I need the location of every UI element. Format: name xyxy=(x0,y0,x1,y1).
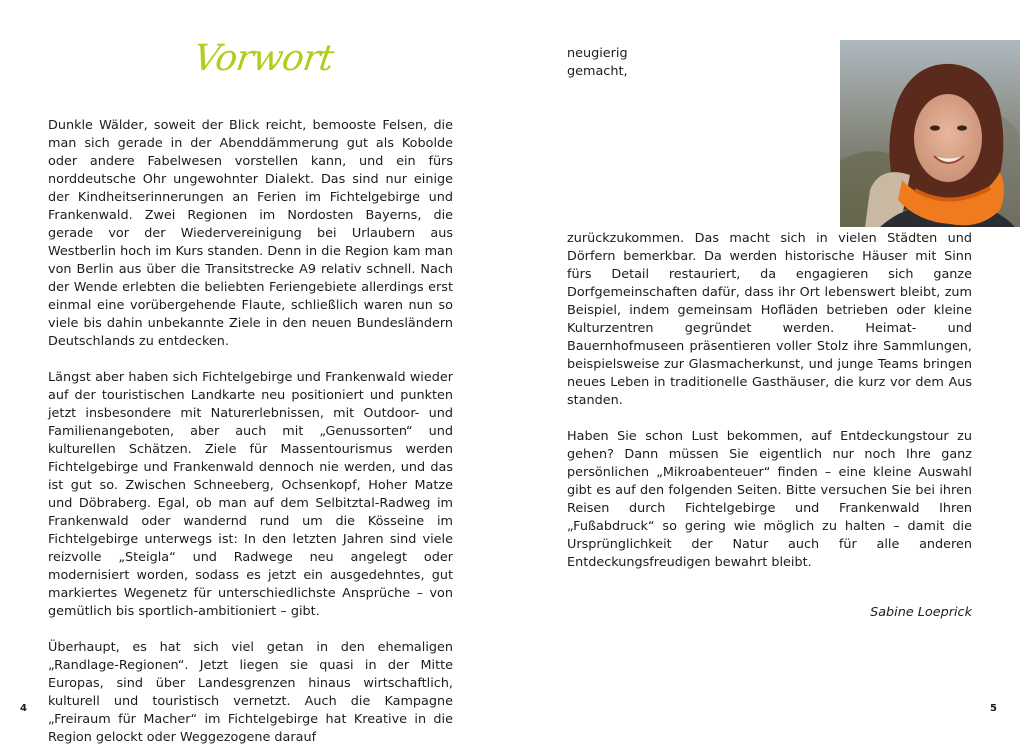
paragraph: Längst aber haben sich Fichtelgebirge und Frankenwald wieder auf der touristischen Landkarte neu positioniert und punkten jetzt insbesondere mit Naturerlebnissen, mit Outdoor- und Familienangeboten, aber auch mit „Genussorten“ und kulturellen Schätzen. Ziele für Massentourismus werden Fichtelgebirge und Frankenwald dennoch nie werden, und das ist gut so. Zwischen Schneeberg, Ochsenkopf, Hoher Matze und Döbraberg. Egal, ob man auf dem Selbitztal-Radweg im Frankenwald oder wandernd rund um die Kösseine im Fichtelgebirge unterwegs ist: In den letzten Jahren sind viele reizvolle „Steigla“ und Radwege neu angelegt oder modernisiert worden, sodass es jetzt ein ausgedehntes, gut markiertes Wegenetz für unterschiedlichste Ansprüche – von gemütlich bis sportlich-ambitioniert – gibt. xyxy=(48,370,453,619)
body-text-left xyxy=(48,117,453,747)
author-signature: Sabine Loeprick xyxy=(870,605,972,620)
page-title: Vorwort xyxy=(191,38,336,79)
left-page xyxy=(0,0,510,745)
paragraph: Dunkle Wälder, soweit der Blick reicht, bemooste Felsen, die man sich gerade in der Abenddämmerung gut als Kobolde oder andere Fabelwesen vorstellen kann, und ein fürs norddeutsche Ohr ungewohnter Dialekt. Das sind nur einige der Kindheitserinnerungen an Ferien im Fichtelgebirge und Frankenwald. Zwei Regionen im Nordosten Bayerns, die gerade vor der Wiedervereinigung bei Urlaubern aus Westberlin hoch im Kurs standen. Denn in die Region kam man von Berlin aus über die Transitstrecke A9 relativ schnell. Nach der Wende erlebten die beliebten Feriengebiete allerdings erst einmal eine vorübergehende Flaute, schließlich waren nun so viele bis dahin unbekannte Ziele in den neuen Bundesländern Deutschlands zu entdecken. xyxy=(48,118,453,349)
page-number: 4 xyxy=(20,703,27,714)
paragraph: Haben Sie schon Lust bekommen, auf Entdeckungstour zu gehen? Dann müssen Sie eigentlich nur noch Ihre ganz persönlichen „Mikroabenteuer“ finden – eine kleine Auswahl gibt es auf den folgenden Seiten. Bitte versuchen Sie bei ihren Reisen durch Fichtelgebirge und Frankenwald Ihren „Fußabdruck“ so gering wie möglich zu halten – damit die Ursprünglichkeit der Natur auch für alle anderen Entdeckungsfreudigen bewahrt bleibt. xyxy=(567,429,972,570)
paragraph: Überhaupt, es hat sich viel getan in den ehemaligen „Randlage-Regionen“. Jetzt liegen sie quasi in der Mitte Europas, sind über Landesgrenzen hinaus wirtschaftlich, kulturell und touristisch vernetzt. Auch die Kampagne „Freiraum für Macher“ im Fichtelgebirge hat Kreative in die Region gelockt oder Weggezogene darauf xyxy=(48,640,453,745)
page-number: 5 xyxy=(990,703,997,714)
paragraph: neugierig gemacht, zurückzukommen. Das macht sich in vielen Städten und Dörfern bemerkbar. Da werden historische Häuser mit Sinn fürs Detail restauriert, da engagieren sich ganze Dorfgemeinschaften dafür, dass ihr Ort lebenswert bleibt, zum Beispiel, indem gemeinsam Hofläden betrieben oder kleine Kulturzentren gegründet werden. Heimat- und Bauernhofmuseen präsentieren voller Stolz ihre Sammlungen, beispielsweise zur Glasmacherkunst, und junge Teams bringen neues Leben in traditionelle Gasthäuser, die kurz vor dem Aus standen. xyxy=(567,46,972,408)
right-page xyxy=(510,0,1020,732)
author-portrait-photo xyxy=(840,40,1020,227)
